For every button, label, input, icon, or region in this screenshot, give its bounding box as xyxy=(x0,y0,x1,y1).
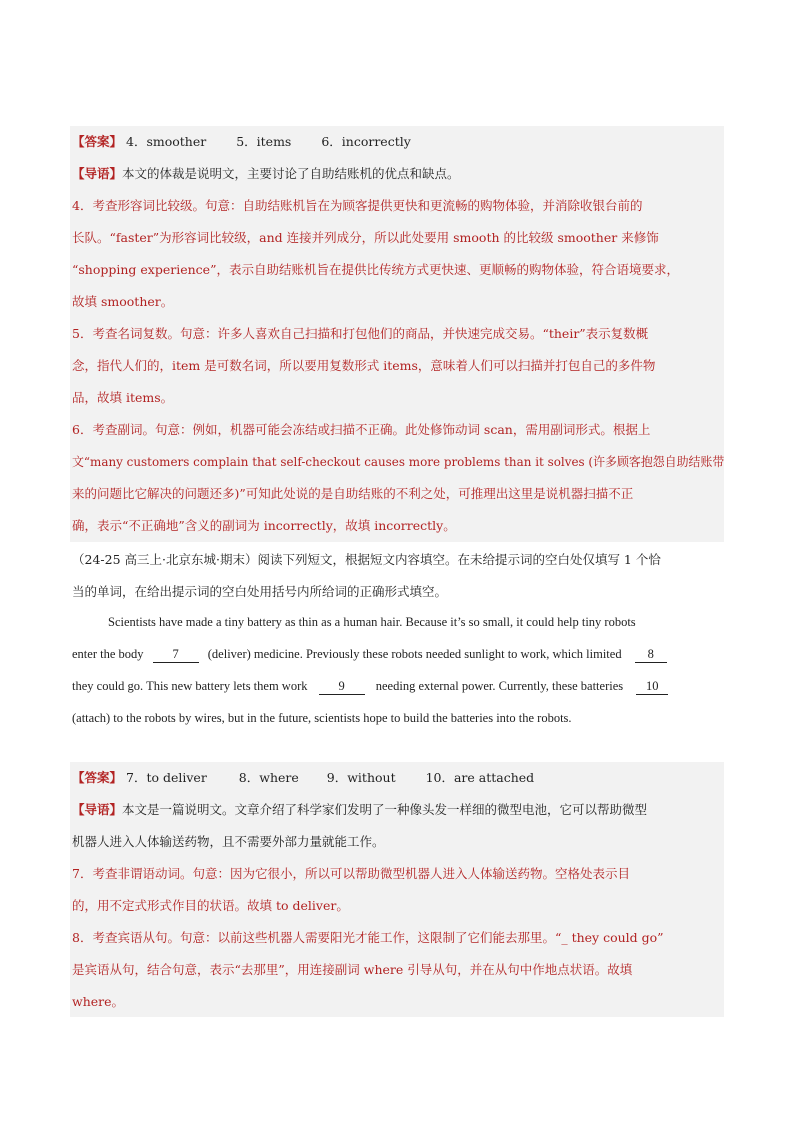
passage-text: needing external power. Currently, these batteries xyxy=(375,679,624,693)
explanation-line: 来的问题比它解决的问题还多)”可知此处说的是自助结账的不利之处，可推理出这里是说机器扫描不正 xyxy=(72,486,634,501)
blank-7[interactable]: 7 xyxy=(153,646,199,663)
explanation-line: 的，用不定式形式作目的状语。故填 to deliver。 xyxy=(72,898,349,913)
guide-line-1 xyxy=(72,166,460,182)
passage-text: enter the body xyxy=(72,647,144,661)
answer-9: 9．without xyxy=(326,770,396,785)
answer-10: 10．are attached xyxy=(425,770,535,785)
answer-7: 7．to deliver xyxy=(126,770,207,785)
guide-text-cont: 机器人进入人体输送药物，且不需要外部力量就能工作。 xyxy=(72,834,385,849)
guide-text: 本文是一篇说明文。文章介绍了科学家们发明了一种像头发一样细的微型电池，它可以帮助微型 xyxy=(122,802,648,817)
answer-line-1 xyxy=(72,134,411,150)
passage-line xyxy=(72,646,667,663)
answer-8: 8．where xyxy=(238,770,299,785)
passage-line xyxy=(72,678,668,695)
answer-line-2 xyxy=(72,770,534,786)
explanation-line: 长队。“faster”为形容词比较级，and 连接并列成分，所以此处要用 smooth 的比较级 smoother 来修饰 xyxy=(72,230,659,245)
explanation-line: 念，指代人们的，item 是可数名词，所以要用复数形式 items，意味着人们可以扫描并打包自己的多件物 xyxy=(72,358,656,373)
explanation-line: 是宾语从句，结合句意，表示“去那里”，用连接副词 where 引导从句，并在从句中作地点状语。故填 xyxy=(72,962,633,977)
explanation-line: 4．考查形容词比较级。句意：自助结账机旨在为顾客提供更快和更流畅的购物体验，并消除收银台前的 xyxy=(72,198,643,213)
explanation-line: 确，表示“不正确地”含义的副词为 incorrectly，故填 incorrectly。 xyxy=(72,518,456,533)
guide-tag: 【导语】 xyxy=(72,166,123,181)
problem-intro: （24-25 高三上·北京东城·期末）阅读下列短文，根据短文内容填空。在未给提示词的空白处仅填写 1 个恰 xyxy=(72,552,661,567)
problem-intro: 当的单词，在给出提示词的空白处用括号内所给词的正确形式填空。 xyxy=(72,584,448,599)
explanation-line: 8．考查宾语从句。句意：以前这些机器人需要阳光才能工作，这限制了它们能去那里。“_ they could go” xyxy=(72,930,664,945)
guide-line-2 xyxy=(72,802,647,818)
explanation-line: 5．考查名词复数。句意：许多人喜欢自己扫描和打包他们的商品，并快速完成交易。“their”表示复数概 xyxy=(72,326,649,341)
answer-4: 4．smoother xyxy=(126,134,207,149)
answer-6: 6．incorrectly xyxy=(321,134,411,149)
blank-10[interactable]: 10 xyxy=(636,678,668,695)
answer-tag: 【答案】 xyxy=(72,134,123,149)
blank-8[interactable]: 8 xyxy=(635,646,667,663)
explanation-line: 7．考查非谓语动词。句意：因为它很小，所以可以帮助微型机器人进入人体输送药物。空格处表示目 xyxy=(72,866,630,881)
answer-block-2 xyxy=(70,762,724,1017)
answer-tag: 【答案】 xyxy=(72,770,123,785)
explanation-line: 品，故填 items。 xyxy=(72,390,174,405)
answer-5: 5．items xyxy=(236,134,292,149)
guide-tag: 【导语】 xyxy=(72,802,123,817)
passage-text: (deliver) medicine. Previously these robots needed sunlight to work, which limited xyxy=(207,647,622,661)
explanation-line: where。 xyxy=(72,994,125,1009)
explanation-line: 6．考查副词。句意：例如，机器可能会冻结或扫描不正确。此处修饰动词 scan，需用副词形式。根据上 xyxy=(72,422,651,437)
explanation-line: 文“many customers complain that self-checkout causes more problems than it solves (许多顾客抱怨自助结账带 xyxy=(72,454,725,469)
passage-line: (attach) to the robots by wires, but in the future, scientists hope to build the batteries into the robots. xyxy=(72,711,572,725)
guide-text: 本文的体裁是说明文，主要讨论了自助结账机的优点和缺点。 xyxy=(122,166,460,181)
blank-9[interactable]: 9 xyxy=(319,678,365,695)
explanation-line: “shopping experience”，表示自助结账机旨在提供比传统方式更快速、更顺畅的购物体验，符合语境要求， xyxy=(72,262,679,277)
passage-line: Scientists have made a tiny battery as thin as a human hair. Because it’s so small, it could help tiny robots xyxy=(108,615,636,629)
passage-text: they could go. This new battery lets them work xyxy=(72,679,308,693)
explanation-line: 故填 smoother。 xyxy=(72,294,174,309)
